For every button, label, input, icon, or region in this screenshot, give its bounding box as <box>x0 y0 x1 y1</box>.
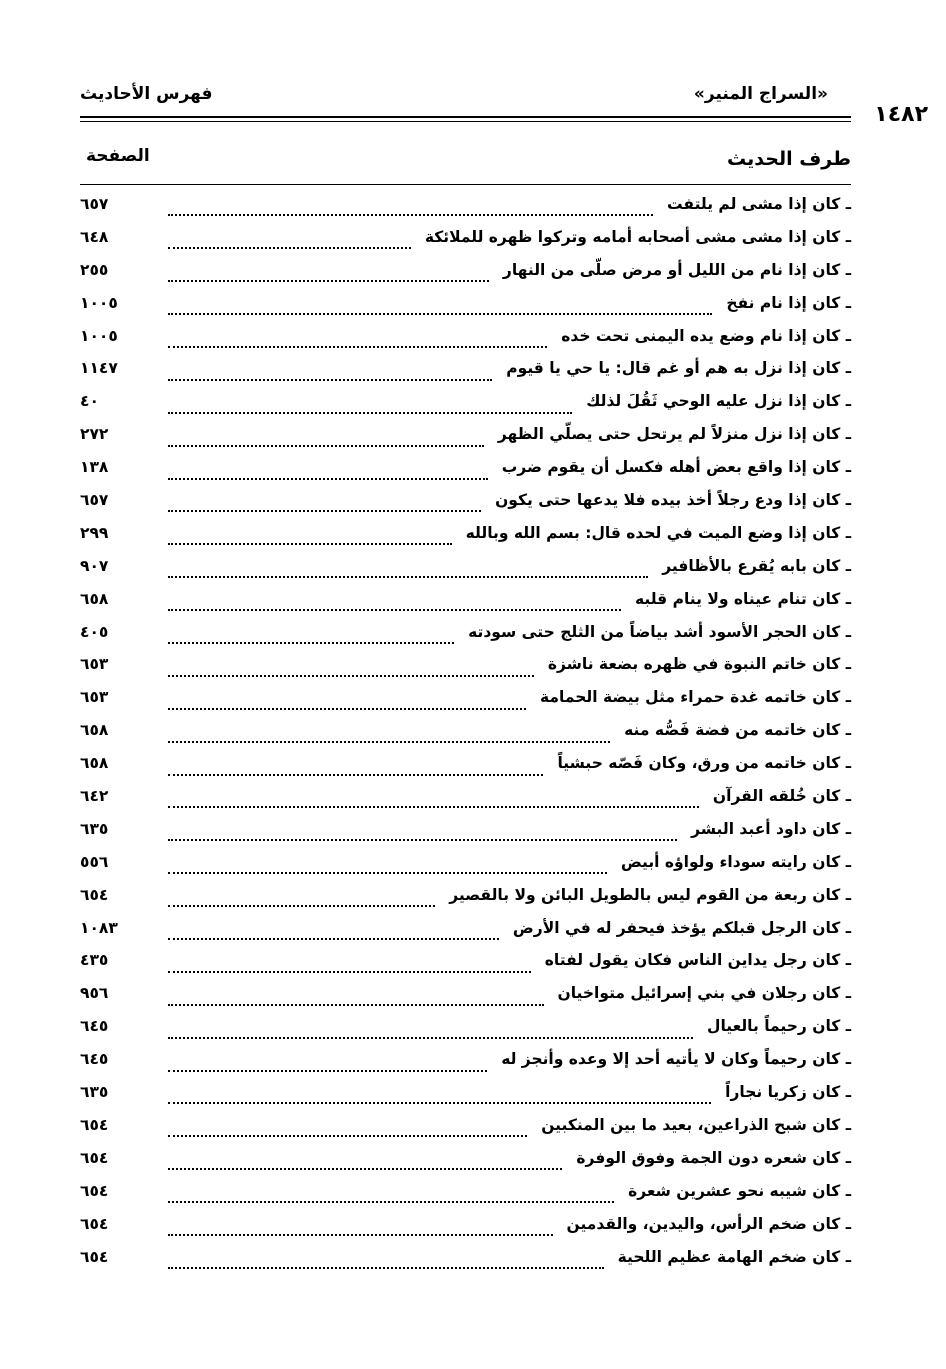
dot-leader <box>168 543 452 545</box>
entry-text: ـ كان الرجل قبلكم يؤخذ فيحفر له في الأرض <box>512 918 851 937</box>
dot-leader <box>168 445 484 447</box>
dot-leader <box>168 905 435 907</box>
dot-leader <box>168 1135 527 1137</box>
entry-text: ـ كان رحيماً وكان لا يأتيه أحد إلا وعده وأنجز له <box>501 1050 851 1069</box>
index-entry <box>80 491 851 524</box>
entry-text: ـ كان ضخم الرأس، واليدين، والقدمين <box>566 1214 851 1233</box>
dot-leader <box>168 346 547 348</box>
dot-leader <box>168 642 454 644</box>
index-entry <box>80 294 851 327</box>
entry-text: ـ كان ربعة من القوم ليس بالطويل البائن ولا بالقصير <box>449 885 851 904</box>
entry-page-number: ١٠٠٥ <box>80 293 118 312</box>
index-entry <box>80 557 851 590</box>
index-entry <box>80 688 851 721</box>
entry-page-number: ٢٧٢ <box>80 425 109 444</box>
entry-page-number: ٦٥٣ <box>80 655 109 674</box>
entry-page-number: ٤٠ <box>80 392 99 411</box>
index-entry <box>80 195 851 228</box>
entry-page-number: ١٠٨٣ <box>80 918 118 937</box>
index-entry <box>80 1017 851 1050</box>
index-entry <box>80 721 851 754</box>
dot-leader <box>168 214 653 216</box>
entry-page-number: ٦٤٢ <box>80 787 109 806</box>
index-entry <box>80 1149 851 1182</box>
index-entry <box>80 853 851 886</box>
dot-leader <box>168 675 534 677</box>
entry-text: ـ كان زكريا نجاراً <box>725 1083 851 1102</box>
entry-page-number: ٦٥٤ <box>80 885 109 904</box>
entry-text: ـ كان بابه يُقرع بالأظافير <box>662 556 851 575</box>
entry-page-number: ٦٥٨ <box>80 754 109 773</box>
entry-page-number: ٦٥٤ <box>80 1247 109 1266</box>
index-entry <box>80 524 851 557</box>
entry-text: ـ كان رجلان في بني إسرائيل متواخيان <box>557 984 851 1003</box>
index-entry <box>80 984 851 1017</box>
index-entry <box>80 590 851 623</box>
entry-text: ـ كان إذا نزل عليه الوحي ثَقُلَ لذلك <box>586 392 851 411</box>
dot-leader <box>168 708 526 710</box>
entry-text: ـ كان خاتمه من فضة فَصُّه منه <box>624 721 851 740</box>
entry-text: ـ كان إذا نزل به هم أو غم قال: يا حي يا قيوم <box>506 359 851 378</box>
entry-text: ـ كان خُلقه القرآن <box>712 787 851 806</box>
entry-text: ـ كان شعره دون الجمة وفوق الوفرة <box>576 1148 851 1167</box>
index-entry <box>80 787 851 820</box>
index-entry <box>80 261 851 294</box>
entry-page-number: ٢٥٥ <box>80 260 109 279</box>
index-entry <box>80 919 851 952</box>
dot-leader <box>168 741 610 743</box>
entry-page-number: ٦٣٥ <box>80 819 109 838</box>
dot-leader <box>168 478 488 480</box>
index-entry <box>80 1083 851 1116</box>
entry-text: ـ كان خاتمه غدة حمراء مثل بيضة الحمامة <box>540 688 851 707</box>
entry-page-number: ٩٠٧ <box>80 556 109 575</box>
column-headers <box>80 138 851 178</box>
entry-text: ـ كان إذا نام وضع يده اليمنى تحت خده <box>561 326 851 345</box>
entry-page-number: ٦٥٧ <box>80 195 109 213</box>
dot-leader <box>168 412 572 414</box>
index-entry <box>80 425 851 458</box>
index-entry <box>80 820 851 853</box>
index-entry <box>80 228 851 261</box>
dot-leader <box>168 313 712 315</box>
dot-leader <box>168 510 481 512</box>
entry-page-number: ١٠٠٥ <box>80 326 118 345</box>
index-entry <box>80 1050 851 1083</box>
entry-page-number: ٦٥٨ <box>80 589 109 608</box>
entry-page-number: ١٣٨ <box>80 458 109 477</box>
entry-page-number: ٤٣٥ <box>80 951 109 970</box>
entry-text: ـ كان إذا واقع بعض أهله فكسل أن يقوم ضرب <box>501 458 851 477</box>
index-entry <box>80 1116 851 1149</box>
entry-text: ـ كان خاتمه من ورق، وكان فَصّه حبشياً <box>557 754 851 773</box>
dot-leader <box>168 1168 562 1170</box>
entry-text: ـ كان إذا نام نفخ <box>726 293 851 312</box>
dot-leader <box>168 1201 614 1203</box>
dot-leader <box>168 379 492 381</box>
entry-page-number: ٦٣٥ <box>80 1083 109 1102</box>
entry-text: ـ كان إذا مشى مشى أصحابه أمامه وتركوا ظهره للملائكة <box>424 227 851 246</box>
index-entry <box>80 1182 851 1215</box>
index-entry <box>80 951 851 984</box>
dot-leader <box>168 1234 553 1236</box>
section-title: فهرس الأحاديث <box>80 84 213 104</box>
dot-leader <box>168 1070 487 1072</box>
entry-text: ـ كان رجل يداين الناس فكان يقول لفتاه <box>544 951 851 970</box>
entry-page-number: ١١٤٧ <box>80 359 118 378</box>
dot-leader <box>168 609 621 611</box>
entry-text: ـ كان الحجر الأسود أشد بياضاً من الثلج حتى سودته <box>468 622 851 641</box>
index-entry <box>80 655 851 688</box>
dot-leader <box>168 280 489 282</box>
dot-leader <box>168 1267 604 1269</box>
index-entry <box>80 754 851 787</box>
page-number: ١٤٨٢ <box>874 102 928 127</box>
entry-text: ـ كان إذا نام من الليل أو مرض صلّى من النهار <box>502 260 851 279</box>
index-entry <box>80 623 851 656</box>
entry-text: ـ كان إذا ودع رجلاً أخذ بيده فلا يدعها حتى يكون <box>495 491 851 510</box>
dot-leader <box>168 971 531 973</box>
entry-text: ـ كان تنام عيناه ولا ينام قلبه <box>635 589 851 608</box>
column-header-rule <box>80 184 851 185</box>
entry-page-number: ٦٥٤ <box>80 1115 109 1134</box>
dot-leader <box>168 1102 711 1104</box>
dot-leader <box>168 774 543 776</box>
entry-text: ـ كان إذا نزل منزلاً لم يرتحل حتى يصلّي الظهر <box>497 425 851 444</box>
index-entry <box>80 392 851 425</box>
entry-text: ـ كان إذا وضع الميت في لحده قال: بسم الله وبالله <box>465 523 851 542</box>
header-rule-thin <box>80 121 851 122</box>
entry-page-number: ٦٥٤ <box>80 1148 109 1167</box>
dot-leader <box>168 247 411 249</box>
entry-text: ـ كان شبح الذراعين، بعيد ما بين المنكبين <box>541 1115 851 1134</box>
entry-page-number: ٤٠٥ <box>80 622 109 641</box>
dot-leader <box>168 938 499 940</box>
entry-text: ـ كان ضخم الهامة عظيم اللحية <box>617 1247 851 1266</box>
index-entry <box>80 1248 851 1281</box>
entry-text: ـ كان خاتم النبوة في ظهره بضعة ناشزة <box>547 655 851 674</box>
dot-leader <box>168 806 699 808</box>
dot-leader <box>168 872 607 874</box>
index-entry <box>80 1215 851 1248</box>
index-entry <box>80 359 851 392</box>
dot-leader <box>168 1004 544 1006</box>
hadith-index-list <box>80 195 851 1280</box>
column-header-page: الصفحة <box>86 146 150 166</box>
entry-page-number: ٢٩٩ <box>80 523 109 542</box>
entry-page-number: ٥٥٦ <box>80 852 109 871</box>
entry-page-number: ٦٥٤ <box>80 1214 109 1233</box>
entry-text: ـ كان داود أعبد البشر <box>691 819 851 838</box>
index-entry <box>80 458 851 491</box>
column-header-hadith: طرف الحديث <box>727 148 851 170</box>
entry-text: ـ كان إذا مشى لم يلتفت <box>667 195 851 213</box>
entry-page-number: ٦٤٨ <box>80 227 109 246</box>
entry-text: ـ كان رحيماً بالعيال <box>707 1017 851 1036</box>
entry-page-number: ٩٥٦ <box>80 984 109 1003</box>
index-entry <box>80 327 851 360</box>
entry-page-number: ٦٥٧ <box>80 491 109 510</box>
header-rule-thick <box>80 116 851 118</box>
entry-page-number: ٦٥٤ <box>80 1181 109 1200</box>
entry-text: ـ كان شيبه نحو عشرين شعرة <box>628 1181 851 1200</box>
entry-page-number: ٦٤٥ <box>80 1017 109 1036</box>
dot-leader <box>168 576 648 578</box>
entry-page-number: ٦٤٥ <box>80 1050 109 1069</box>
index-entry <box>80 886 851 919</box>
entry-text: ـ كان رايته سوداء ولواؤه أبيض <box>620 852 851 871</box>
entry-page-number: ٦٥٣ <box>80 688 109 707</box>
dot-leader <box>168 1037 693 1039</box>
book-title: «السراج المنير» <box>693 84 828 104</box>
entry-page-number: ٦٥٨ <box>80 721 109 740</box>
running-header <box>80 84 846 110</box>
dot-leader <box>168 839 677 841</box>
